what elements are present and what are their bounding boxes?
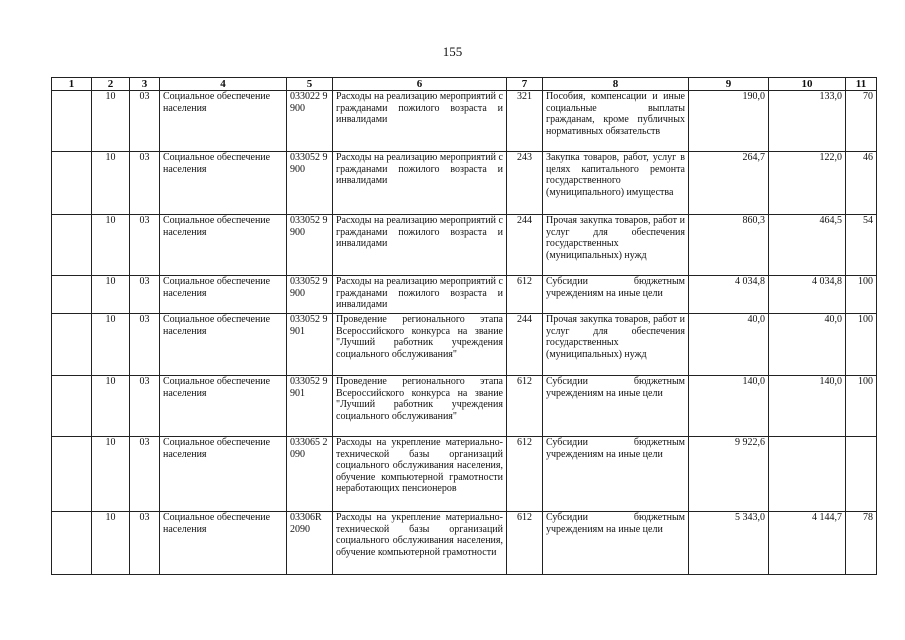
cell-subsection: 03 [130,376,160,437]
cell-section-name: Социальное обеспечение населения [160,376,287,437]
cell-section-name: Социальное обеспечение населения [160,314,287,376]
table-row [52,314,877,376]
column-header: 10 [769,78,846,91]
cell-c1 [52,91,92,152]
table-row [52,91,877,152]
cell-section: 10 [92,376,130,437]
cell-planned: 4 034,8 [689,276,769,314]
table-header-row [52,78,877,91]
column-header: 2 [92,78,130,91]
cell-expense-type: 243 [507,152,543,215]
column-header: 3 [130,78,160,91]
cell-target-name: Расходы на реализацию мероприятий с гражданами пожилого возраста и инвалидами [333,152,507,215]
cell-percent: 100 [846,276,877,314]
page-number: 155 [442,44,463,59]
cell-c1 [52,376,92,437]
cell-percent: 78 [846,512,877,575]
column-header: 8 [543,78,689,91]
cell-executed: 464,5 [769,215,846,276]
cell-target-code: 033052 9901 [287,314,333,376]
cell-target-code: 033065 2090 [287,437,333,512]
cell-subsection: 03 [130,437,160,512]
cell-expense-type: 321 [507,91,543,152]
table-row [52,276,877,314]
cell-subsection: 03 [130,512,160,575]
cell-section: 10 [92,314,130,376]
cell-target-name: Проведение регионального этапа Всероссийского конкурса на звание "Лучший работник учреждения социального обслуживания" [333,314,507,376]
cell-section: 10 [92,215,130,276]
cell-executed: 133,0 [769,91,846,152]
cell-planned: 40,0 [689,314,769,376]
cell-target-name: Расходы на реализацию мероприятий с гражданами пожилого возраста и инвалидами [333,91,507,152]
cell-planned: 190,0 [689,91,769,152]
cell-expense-name: Субсидии бюджетным учреждениям на иные цели [543,437,689,512]
cell-section: 10 [92,512,130,575]
cell-expense-name: Субсидии бюджетным учреждениям на иные цели [543,276,689,314]
cell-executed: 4 034,8 [769,276,846,314]
cell-expense-type: 612 [507,437,543,512]
table-row [52,376,877,437]
cell-c1 [52,314,92,376]
cell-expense-type: 244 [507,215,543,276]
cell-expense-name: Субсидии бюджетным учреждениям на иные цели [543,512,689,575]
cell-section-name: Социальное обеспечение населения [160,276,287,314]
cell-planned: 9 922,6 [689,437,769,512]
cell-percent: 70 [846,91,877,152]
column-header: 1 [52,78,92,91]
cell-section-name: Социальное обеспечение населения [160,91,287,152]
cell-subsection: 03 [130,152,160,215]
cell-target-name: Проведение регионального этапа Всероссийского конкурса на звание "Лучший работник учреждения социального обслуживания" [333,376,507,437]
cell-expense-type: 612 [507,276,543,314]
cell-target-code: 033052 9900 [287,152,333,215]
cell-c1 [52,215,92,276]
cell-subsection: 03 [130,215,160,276]
cell-target-name: Расходы на реализацию мероприятий с гражданами пожилого возраста и инвалидами [333,276,507,314]
cell-percent: 54 [846,215,877,276]
cell-target-name: Расходы на реализацию мероприятий с гражданами пожилого возраста и инвалидами [333,215,507,276]
cell-executed [769,437,846,512]
column-header: 6 [333,78,507,91]
cell-section-name: Социальное обеспечение населения [160,437,287,512]
cell-expense-name: Прочая закупка товаров, работ и услуг для обеспечения государственных (муниципальных) нужд [543,314,689,376]
cell-expense-type: 612 [507,512,543,575]
cell-expense-type: 612 [507,376,543,437]
column-header: 11 [846,78,877,91]
cell-target-code: 03306R 2090 [287,512,333,575]
cell-percent: 46 [846,152,877,215]
cell-section-name: Социальное обеспечение населения [160,152,287,215]
cell-planned: 140,0 [689,376,769,437]
cell-target-code: 033052 9901 [287,376,333,437]
column-header: 4 [160,78,287,91]
cell-planned: 860,3 [689,215,769,276]
cell-section-name: Социальное обеспечение населения [160,215,287,276]
cell-c1 [52,276,92,314]
cell-expense-type: 244 [507,314,543,376]
cell-c1 [52,437,92,512]
cell-percent: 100 [846,376,877,437]
cell-expense-name: Субсидии бюджетным учреждениям на иные цели [543,376,689,437]
cell-expense-name: Прочая закупка товаров, работ и услуг для обеспечения государственных (муниципальных) нужд [543,215,689,276]
cell-executed: 140,0 [769,376,846,437]
cell-c1 [52,512,92,575]
cell-section-name: Социальное обеспечение населения [160,512,287,575]
cell-target-name: Расходы на укрепление материально-технической базы организаций социального обслуживания населения, обучение компьютерной грамотности неработающих пенсионеров [333,437,507,512]
cell-executed: 122,0 [769,152,846,215]
table-row [52,152,877,215]
cell-target-code: 033022 9900 [287,91,333,152]
cell-target-code: 033052 9900 [287,276,333,314]
table-row [52,215,877,276]
cell-executed: 40,0 [769,314,846,376]
cell-executed: 4 144,7 [769,512,846,575]
cell-percent: 100 [846,314,877,376]
cell-subsection: 03 [130,276,160,314]
cell-percent [846,437,877,512]
cell-c1 [52,152,92,215]
cell-section: 10 [92,276,130,314]
cell-section: 10 [92,437,130,512]
cell-expense-name: Пособия, компенсации и иные социальные выплаты гражданам, кроме публичных нормативных обязательств [543,91,689,152]
column-header: 5 [287,78,333,91]
budget-table [51,77,877,575]
column-header: 7 [507,78,543,91]
cell-planned: 264,7 [689,152,769,215]
table-row [52,512,877,575]
cell-planned: 5 343,0 [689,512,769,575]
column-header: 9 [689,78,769,91]
cell-target-name: Расходы на укрепление материально-технической базы организаций социального обслуживания населения, обучение компьютерной грамотности [333,512,507,575]
cell-section: 10 [92,91,130,152]
table-row [52,437,877,512]
cell-section: 10 [92,152,130,215]
cell-subsection: 03 [130,314,160,376]
cell-subsection: 03 [130,91,160,152]
cell-target-code: 033052 9900 [287,215,333,276]
cell-expense-name: Закупка товаров, работ, услуг в целях капитального ремонта государственного (муниципального) имущества [543,152,689,215]
